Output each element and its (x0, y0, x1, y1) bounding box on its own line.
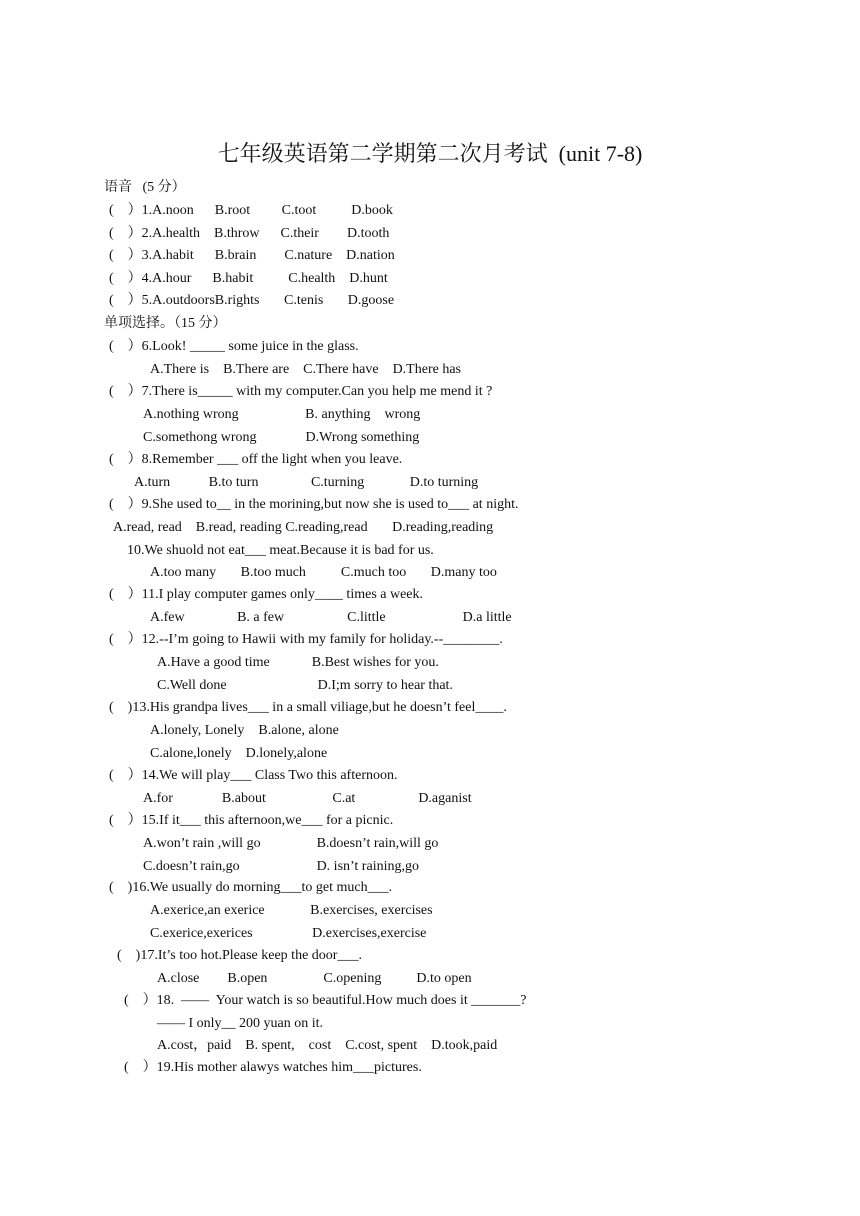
question-2: ( ）2.A.health B.throw C.their D.tooth (109, 226, 390, 241)
question-17-options: A.close B.open C.opening D.to open (157, 971, 472, 986)
question-12-options-a: A.Have a good time B.Best wishes for you. (157, 655, 439, 670)
question-7-options-b: C.somethong wrong D.Wrong something (143, 430, 420, 445)
question-15: ( ）15.If it___ this afternoon,we___ for a picnic. (109, 813, 394, 828)
question-14-options: A.for B.about C.at D.aganist (143, 791, 472, 806)
question-7-options-a: A.nothing wrong B. anything wrong (143, 407, 421, 422)
question-18-options: A.cost，paid B. spent, cost C.cost, spent D.took,paid (157, 1038, 498, 1053)
question-6-options: A.There is B.There are C.There have D.There has (150, 362, 461, 377)
question-9-options: A.read, read B.read, reading C.reading,read D.reading,reading (113, 520, 494, 535)
question-11-options: A.few B. a few C.little D.a little (150, 610, 512, 625)
question-15-options-b: C.doesn’t rain,go D. isn’t raining,go (143, 859, 419, 874)
section-phonetics-heading: 语音 (5 分） (104, 180, 186, 195)
question-7: ( ）7.There is_____ with my computer.Can you help me mend it ? (109, 384, 493, 399)
question-15-options-a: A.won’t rain ,will go B.doesn’t rain,will go (143, 836, 439, 851)
question-3: ( ）3.A.habit B.brain C.nature D.nation (109, 248, 395, 263)
question-18: ( ）18. —— Your watch is so beautiful.How much does it _______? (124, 993, 527, 1008)
question-13-options-b: C.alone,lonely D.lonely,alone (150, 746, 328, 761)
question-10-options: A.too many B.too much C.much too D.many too (150, 565, 497, 580)
question-16: ( )16.We usually do morning___to get much___. (109, 880, 393, 895)
question-19: ( ）19.His mother alawys watches him___pictures. (124, 1060, 422, 1075)
question-18-dialogue: —— I only__ 200 yuan on it. (157, 1016, 324, 1031)
question-14: ( ）14.We will play___ Class Two this afternoon. (109, 768, 398, 783)
question-8-options: A.turn B.to turn C.turning D.to turning (134, 475, 479, 490)
question-8: ( ）8.Remember ___ off the light when you leave. (109, 452, 403, 467)
question-10: 10.We shuold not eat___ meat.Because it is bad for us. (127, 543, 434, 558)
question-12: ( ）12.--I’m going to Hawii with my family for holiday.--________. (109, 632, 503, 647)
page-title: 七年级英语第二学期第二次月考试 (unit 7-8) (217, 141, 643, 166)
question-6: ( ）6.Look! _____ some juice in the glass. (109, 339, 359, 354)
question-16-options-a: A.exerice,an exerice B.exercises, exercises (150, 903, 433, 918)
question-11: ( ）11.I play computer games only____ times a week. (109, 587, 424, 602)
question-9: ( ）9.She used to__ in the morining,but now she is used to___ at night. (109, 497, 519, 512)
question-13-options-a: A.lonely, Lonely B.alone, alone (150, 723, 339, 738)
question-4: ( ）4.A.hour B.habit C.health D.hunt (109, 271, 388, 286)
question-16-options-b: C.exerice,exerices D.exercises,exercise (150, 926, 427, 941)
question-1: ( ）1.A.noon B.root C.toot D.book (109, 203, 393, 218)
section-choice-heading: 单项选择。（15 分） (104, 316, 227, 331)
question-17: ( )17.It’s too hot.Please keep the door___. (117, 948, 362, 963)
question-12-options-b: C.Well done D.I;m sorry to hear that. (157, 678, 453, 693)
question-13: ( )13.His grandpa lives___ in a small viliage,but he doesn’t feel____. (109, 700, 507, 715)
question-5: ( ）5.A.outdoorsB.rights C.tenis D.goose (109, 293, 395, 308)
